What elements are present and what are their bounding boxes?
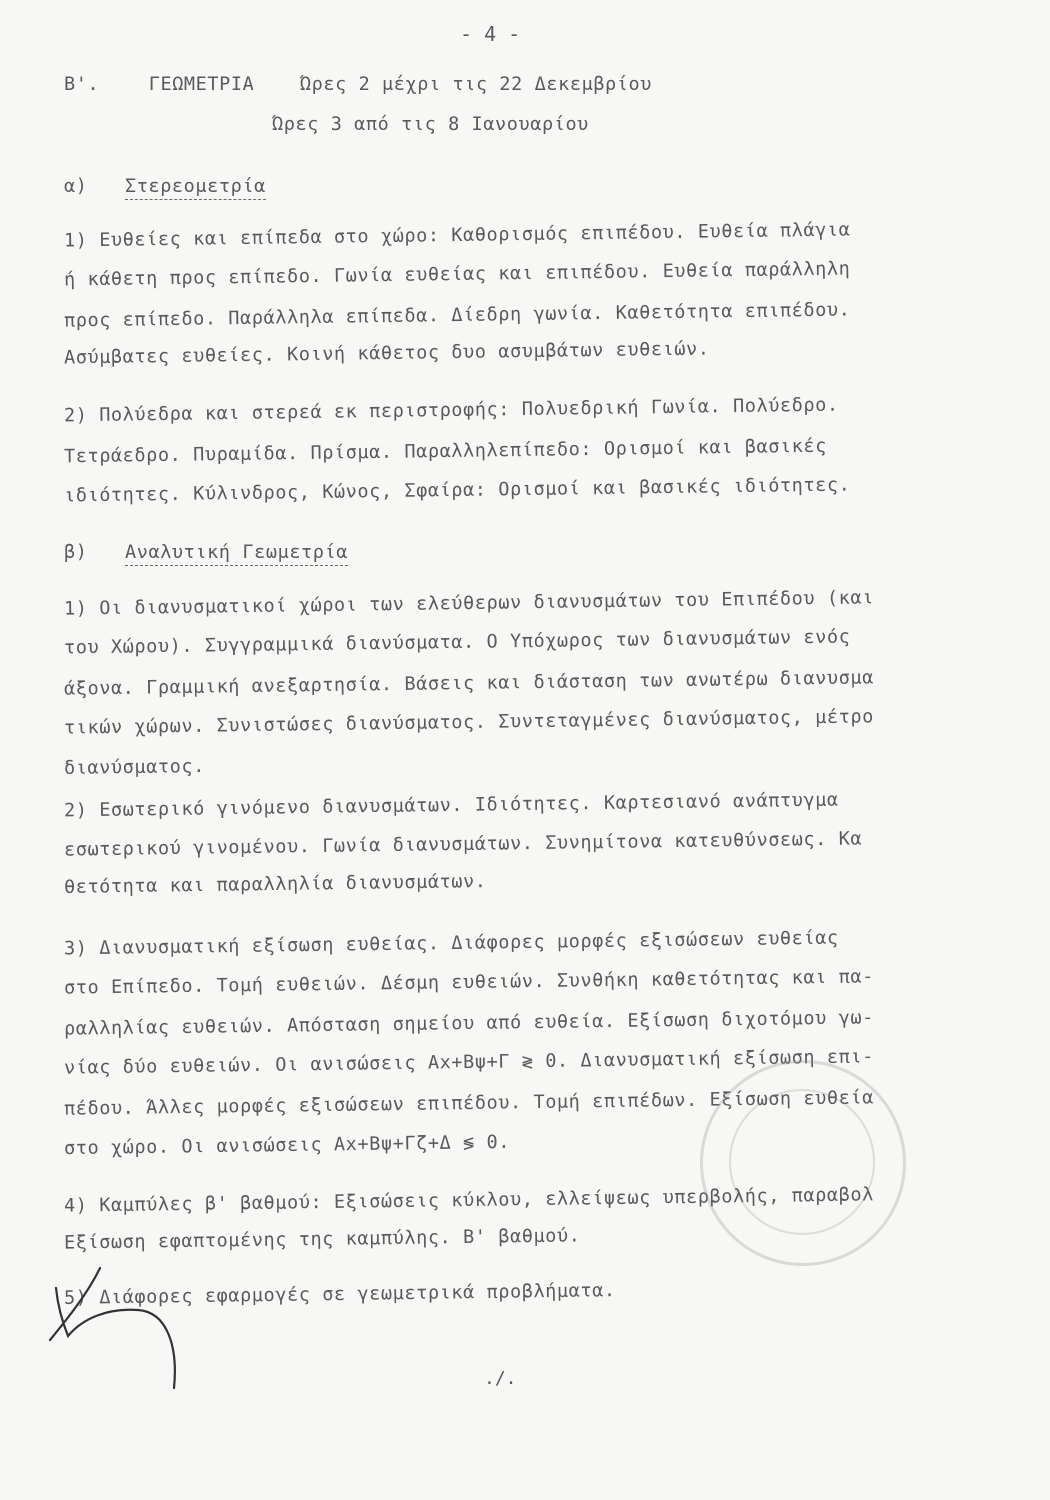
text-line: νίας δύο ευθειών. Οι ανισώσεις Αx+Βψ+Γ ≷ 0. Διανυσματική εξίσωση επι- bbox=[63, 1046, 875, 1079]
subsection-b-label: β) bbox=[64, 542, 88, 563]
section-title: ΓΕΩΜΕΤΡΙΑ bbox=[148, 74, 255, 95]
text-line: προς επίπεδο. Παράλληλα επίπεδα. Δίεδρη γωνία. Καθετότητα επιπέδου. bbox=[63, 299, 851, 332]
section-label: Β'. bbox=[64, 74, 100, 95]
text-line: ιδιότητες. Κύλινδρος, Κώνος, Σφαίρα: Ορισμοί και βασικές ιδιότητες. bbox=[63, 474, 851, 507]
text-line: 1) Ευθείες και επίπεδα στο χώρο: Καθορισμός επιπέδου. Ευθεία πλάγια bbox=[63, 219, 851, 252]
text-line: 3) Διανυσματική εξίσωση ευθείας. Διάφορες μορφές εξισώσεων ευθείας bbox=[63, 927, 839, 960]
text-line: πέδου. Άλλες μορφές εξισώσεων επιπέδου. Τομή επιπέδων. Εξίσωση ευθεία bbox=[63, 1087, 875, 1120]
text-line: 1) Οι διανυσματικοί χώροι των ελεύθερων διανυσμάτων του Επιπέδου (και bbox=[63, 587, 875, 620]
text-line: του Χώρου). Συγγραμμικά διανύσματα. Ο Υπόχωρος των διανυσμάτων ενός bbox=[63, 626, 851, 659]
text-line: 5) Διάφορες εφαρμογές σε γεωμετρικά προβλήματα. bbox=[63, 1280, 616, 1309]
handwritten-signature bbox=[28, 1248, 198, 1398]
text-line: ραλληλίας ευθειών. Απόσταση σημείου από ευθεία. Εξίσωση διχοτόμου γω- bbox=[63, 1007, 875, 1040]
schedule-line-1: Ώρες 2 μέχρι τις 22 Δεκεμβρίου bbox=[299, 74, 653, 95]
end-mark: ./. bbox=[484, 1368, 517, 1389]
subsection-a-title: Στερεομετρία bbox=[125, 176, 266, 200]
text-line: 4) Καμπύλες β' βαθμού: Εξισώσεις κύκλου, ελλείψεως υπερβολής, παραβολ bbox=[63, 1184, 875, 1217]
text-line: στο χώρο. Οι ανισώσεις Αx+Βψ+Γζ+Δ ≶ 0. bbox=[63, 1131, 511, 1160]
text-line: 2) Πολύεδρα και στερεά εκ περιστροφής: Πολυεδρική Γωνία. Πολύεδρο. bbox=[63, 394, 839, 427]
subsection-a-label: α) bbox=[64, 176, 88, 197]
schedule-line-2: Ώρες 3 από τις 8 Ιανουαρίου bbox=[272, 114, 589, 135]
text-line: Ασύμβατες ευθείες. Κοινή κάθετος δυο ασυμβάτων ευθειών. bbox=[63, 338, 710, 369]
section-heading-row bbox=[64, 74, 652, 95]
text-line: ή κάθετη προς επίπεδο. Γωνία ευθείας και επιπέδου. Ευθεία παράλληλη bbox=[63, 258, 851, 291]
text-line: Εξίσωση εφαπτομένης της καμπύλης. Β' βαθμού. bbox=[63, 1225, 581, 1254]
subsection-a-heading bbox=[64, 176, 266, 197]
text-line: 2) Εσωτερικό γινόμενο διανυσμάτων. Ιδιότητες. Καρτεσιανό ανάπτυγμα bbox=[63, 789, 839, 822]
text-line: διανύσματος. bbox=[63, 756, 205, 779]
text-line: Τετράεδρο. Πυραμίδα. Πρίσμα. Παραλληλεπίπεδο: Ορισμοί και βασικές bbox=[63, 435, 828, 468]
subsection-b-title: Αναλυτική Γεωμετρία bbox=[125, 542, 348, 566]
page-number: - 4 - bbox=[460, 22, 521, 46]
text-line: άξονα. Γραμμική ανεξαρτησία. Βάσεις και διάσταση των ανωτέρω διανυσμα bbox=[63, 667, 875, 700]
subsection-b-heading bbox=[64, 542, 348, 563]
text-line: τικών χώρων. Συνιστώσες διανύσματος. Συντεταγμένες διανύσματος, μέτρο bbox=[63, 706, 875, 739]
text-line: θετότητα και παραλληλία διανυσμάτων. bbox=[63, 871, 487, 898]
official-stamp bbox=[700, 1060, 906, 1266]
text-line: εσωτερικού γινομένου. Γωνία διανυσμάτων. Συνημίτονα κατευθύνσεως. Κα bbox=[63, 828, 863, 861]
text-line: στο Επίπεδο. Τομή ευθειών. Δέσμη ευθειών. Συνθήκη καθετότητας και πα- bbox=[63, 966, 875, 999]
